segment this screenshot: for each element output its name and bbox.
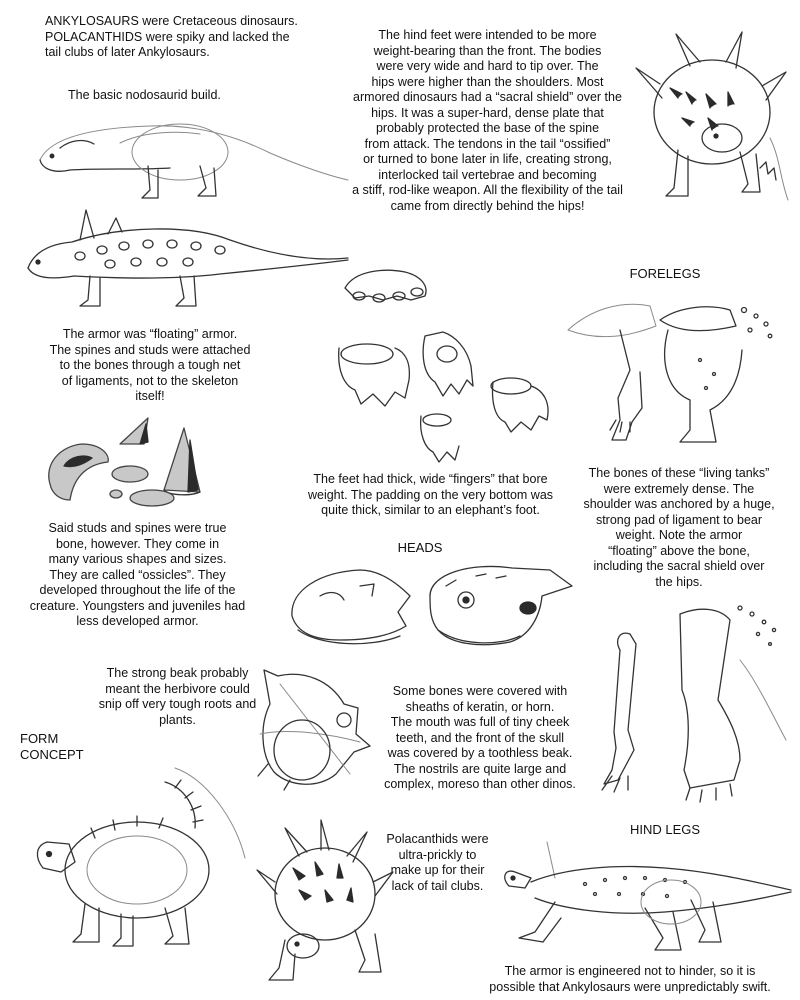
ossicles-note: Said studs and spines were true bone, however. They come in many various shapes and sizes. They are called “ossicles”. They developed throughout the life of the creature. Youngsters and juveniles had less developed armor. — [29, 521, 246, 628]
form-concept-sketch — [25, 758, 255, 958]
heads-heading: HEADS — [397, 540, 443, 555]
ossicles-sketch — [40, 410, 210, 515]
head-form-sketch — [250, 664, 380, 794]
hind-leg-bones-sketch — [590, 600, 790, 810]
nodosaurid-sketch — [30, 108, 350, 203]
forelegs-sketch — [560, 290, 790, 465]
skull-sketches — [280, 556, 580, 668]
keratin-note: Some bones were covered with sheaths of keratin, or horn. The mouth was full of tiny cheek teeth, and the front of the skull was covered by a toothless beak. The nostrils are quite large and complex, moreso than other dinos. — [384, 684, 576, 791]
swift-note: The armor is engineered not to hinder, so it is possible that Ankylosaurs were unpredictably swift. — [489, 964, 771, 994]
dense-bones-note: The bones of these “living tanks” were extremely dense. The shoulder was anchored by a huge, strong pad of ligament to bear weight. Note the armor “floating” above the bone, including the sacral shield over the hips. — [583, 466, 775, 589]
polacanthids-note: Polacanthids were ultra-prickly to make up for their lack of tail clubs. — [386, 832, 489, 893]
forefeet-sketch — [325, 262, 565, 472]
form-concept-heading: FORM CONCEPT — [20, 731, 84, 762]
hind-feet-note: The hind feet were intended to be more weight-bearing than the front. The bodies were very wide and hard to tip over. The hips were higher than the shoulders. Most armored dinosaurs had a “sacral shield” over the hips. It was a super-hard, dense plate that probably protected the base of the spine from attack. The tendons in the tail “ossified” or turned to bone later in life, creating strong, interlocked tail vertebrae and becoming a stiff, rod-like weapon. All the flexibility of the tail came from directly behind the hips! — [352, 28, 623, 213]
armor-floating-note: The armor was “floating” armor. The spines and studs were attached to the bones through a tough net of ligaments, not to the skeleton itself! — [49, 327, 251, 403]
hind-legs-sketch — [495, 838, 795, 963]
basic-build-caption: The basic nodosaurid build. — [68, 88, 221, 102]
intro-note: ANKYLOSAURS were Cretaceous dinosaurs. POLACANTHIDS were spiky and lacked the tail clubs of later Ankylosaurs. — [45, 14, 298, 59]
spiky-front-view-sketch — [630, 28, 790, 208]
armored-nodosaurid-sketch — [20, 200, 350, 315]
polacanthid-sketch — [255, 820, 395, 992]
forelegs-heading: FORELEGS — [629, 266, 701, 281]
beak-note: The strong beak probably meant the herbivore could snip off very tough roots and plants. — [98, 666, 257, 727]
hind-legs-heading: HIND LEGS — [629, 822, 701, 837]
feet-fingers-note: The feet had thick, wide “fingers” that bore weight. The padding on the very bottom was quite thick, similar to an elephant’s foot. — [307, 472, 554, 517]
